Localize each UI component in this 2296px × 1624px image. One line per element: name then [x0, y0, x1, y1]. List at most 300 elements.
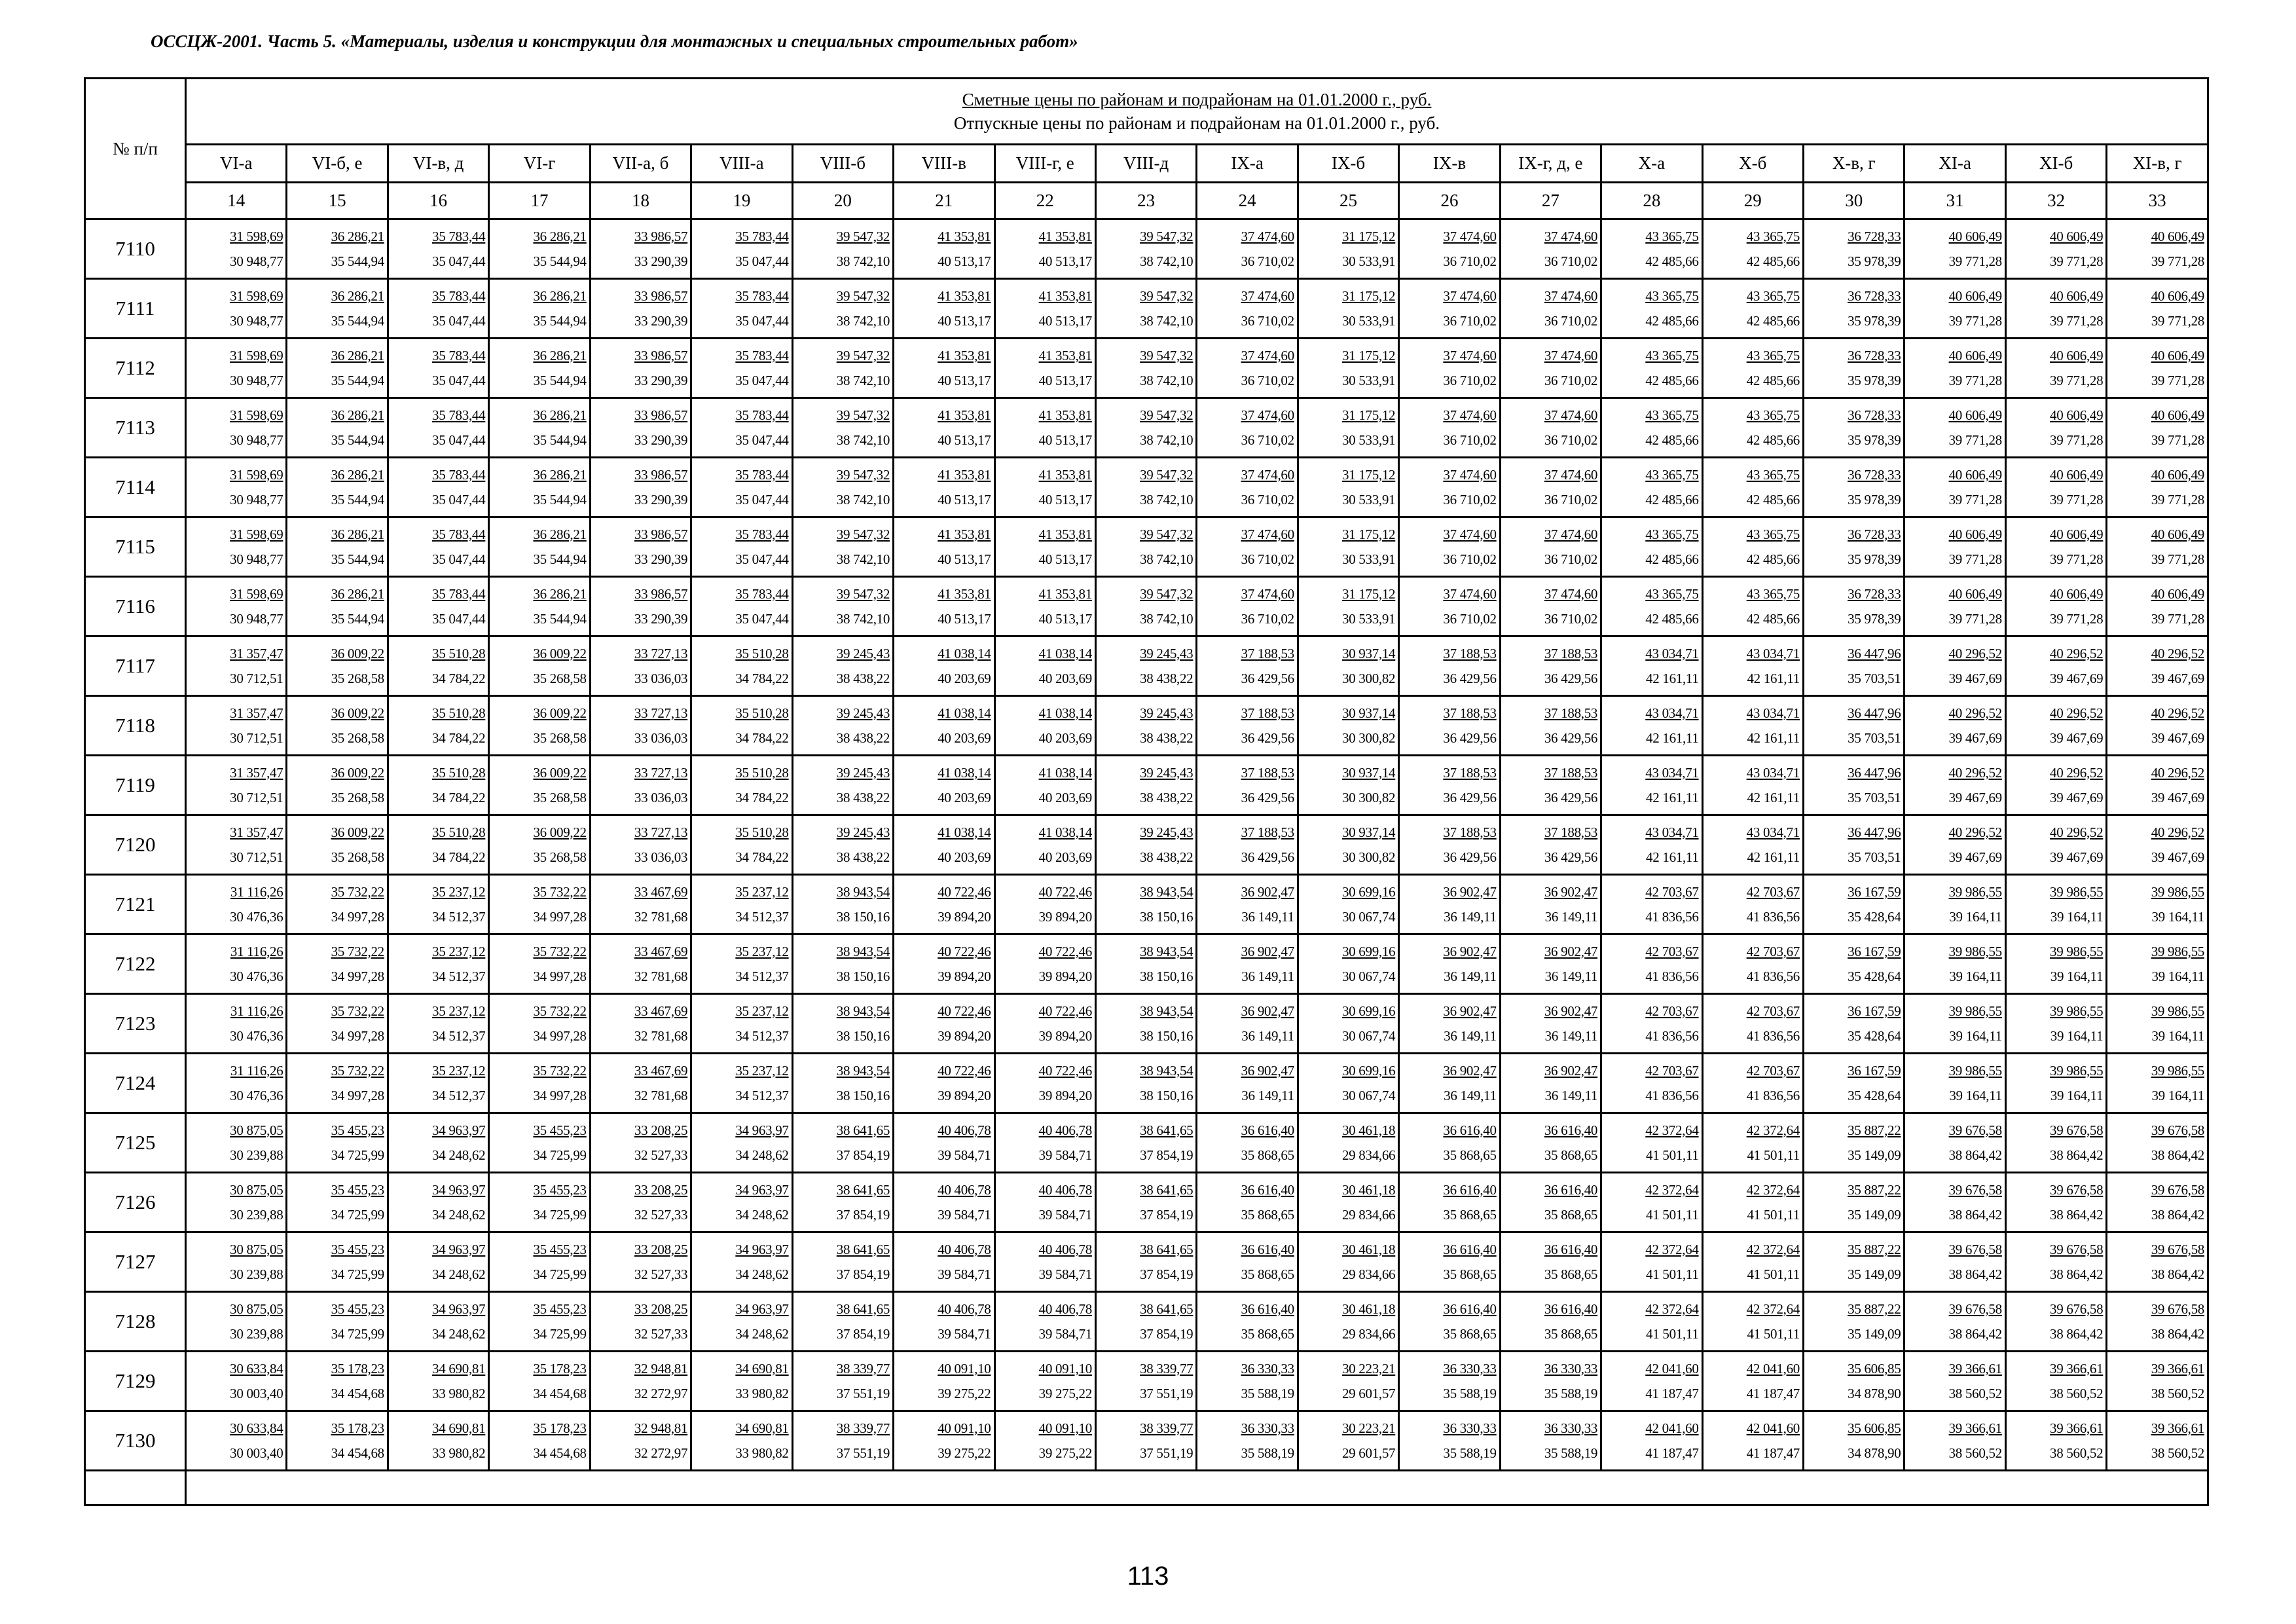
- release-price: 38 150,16: [836, 1087, 890, 1103]
- estimate-price: 41 353,81: [938, 585, 991, 602]
- release-price: 38 864,42: [2151, 1325, 2204, 1342]
- release-price: 38 742,10: [836, 551, 890, 567]
- estimate-price: 36 902,47: [1443, 943, 1497, 959]
- price-cell: [1904, 696, 2005, 756]
- price-cell: [1500, 1411, 1601, 1471]
- estimate-price: 35 455,23: [331, 1301, 384, 1317]
- price-cell: [1298, 756, 1398, 815]
- estimate-price: 40 296,52: [2050, 764, 2104, 781]
- release-price: 35 047,44: [735, 551, 789, 567]
- table-row: [85, 875, 2208, 934]
- release-price: 36 149,11: [1241, 908, 1294, 925]
- estimate-price: 41 353,81: [938, 526, 991, 542]
- price-cell: [792, 994, 893, 1054]
- release-price: 35 047,44: [432, 610, 486, 627]
- release-price: 36 429,56: [1241, 729, 1294, 746]
- estimate-price: 37 474,60: [1241, 526, 1294, 542]
- price-cell: [1298, 1054, 1398, 1113]
- price-cell: [388, 219, 488, 279]
- estimate-price: 35 732,22: [331, 883, 384, 900]
- price-cell: [2005, 696, 2106, 756]
- release-price: 40 203,69: [1038, 849, 1092, 865]
- release-price: 30 476,36: [230, 1027, 283, 1044]
- release-price: 36 710,02: [1443, 610, 1497, 627]
- estimate-price: 39 366,61: [2050, 1420, 2104, 1436]
- price-cell: [2107, 1054, 2208, 1113]
- estimate-price: 33 986,57: [634, 526, 688, 542]
- column-header: X-а: [1601, 145, 1702, 183]
- price-cell: [2005, 219, 2106, 279]
- estimate-price: 37 188,53: [1241, 645, 1294, 661]
- release-price: 35 978,39: [1848, 432, 1901, 448]
- release-price: 34 725,99: [533, 1147, 587, 1163]
- price-cell: [691, 994, 792, 1054]
- release-price: 38 742,10: [1140, 491, 1194, 507]
- estimate-price: 39 986,55: [2050, 1062, 2104, 1079]
- release-price: 30 239,88: [230, 1147, 283, 1163]
- document-header: ОССЦЖ-2001. Часть 5. «Материалы, изделия и конструкции для монтажных и специальных строительных работ»: [151, 31, 1078, 51]
- price-cell: [1904, 219, 2005, 279]
- estimate-price: 39 986,55: [2151, 1062, 2204, 1079]
- release-price: 33 980,82: [432, 1385, 486, 1401]
- release-price: 39 771,28: [2151, 551, 2204, 567]
- estimate-price: 35 732,22: [533, 1062, 587, 1079]
- estimate-price: 40 606,49: [2050, 347, 2104, 363]
- release-price: 41 836,56: [1645, 1027, 1699, 1044]
- release-price: 38 438,22: [836, 849, 890, 865]
- release-price: 33 980,82: [735, 1385, 789, 1401]
- estimate-price: 35 887,22: [1848, 1241, 1901, 1257]
- column-header: IX-б: [1298, 145, 1398, 183]
- release-price: 34 878,90: [1848, 1385, 1901, 1401]
- release-price: 41 501,11: [1747, 1147, 1800, 1163]
- price-cell: [1804, 1232, 1904, 1292]
- price-cell: [1095, 934, 1196, 994]
- price-cell: [1601, 458, 1702, 517]
- release-price: 39 584,71: [938, 1206, 991, 1223]
- release-price: 30 003,40: [230, 1385, 283, 1401]
- estimate-price: 37 188,53: [1241, 824, 1294, 840]
- release-price: 40 513,17: [1038, 372, 1092, 388]
- price-cell: [894, 815, 994, 875]
- estimate-price: 39 366,61: [1948, 1420, 2002, 1436]
- estimate-price: 34 963,97: [735, 1241, 789, 1257]
- estimate-price: 40 606,49: [1948, 466, 2002, 483]
- release-price: 30 712,51: [230, 849, 283, 865]
- release-price: 36 429,56: [1241, 849, 1294, 865]
- release-price: 34 997,28: [331, 1027, 384, 1044]
- estimate-price: 33 727,13: [634, 705, 688, 721]
- table-row: [85, 1411, 2208, 1471]
- estimate-price: 36 902,47: [1241, 1062, 1294, 1079]
- price-cell: [1601, 1232, 1702, 1292]
- price-cell: [1500, 994, 1601, 1054]
- price-cell: [1298, 934, 1398, 994]
- release-price: 39 467,69: [1948, 729, 2002, 746]
- price-cell: [1500, 398, 1601, 458]
- price-cell: [1500, 517, 1601, 577]
- estimate-price: 41 353,81: [1038, 347, 1092, 363]
- release-price: 39 894,20: [938, 1087, 991, 1103]
- row-code: 7118: [85, 696, 186, 756]
- estimate-price: 41 038,14: [1038, 764, 1092, 781]
- release-price: 34 997,28: [331, 968, 384, 984]
- estimate-price: 36 009,22: [533, 705, 587, 721]
- release-price: 37 854,19: [1140, 1325, 1194, 1342]
- estimate-price: 41 038,14: [938, 645, 991, 661]
- estimate-price: 30 937,14: [1341, 705, 1396, 721]
- price-cell: [994, 1113, 1095, 1173]
- price-cell: [792, 1292, 893, 1352]
- table-row: [85, 279, 2208, 339]
- release-price: 39 467,69: [2151, 789, 2204, 805]
- estimate-price: 36 009,22: [331, 705, 384, 721]
- price-cell: [1702, 1232, 1803, 1292]
- release-price: 39 467,69: [2050, 670, 2104, 686]
- price-cell: [388, 875, 488, 934]
- release-price: 41 501,11: [1747, 1325, 1800, 1342]
- release-price: 36 429,56: [1544, 670, 1598, 686]
- estimate-price: 30 699,16: [1341, 883, 1396, 900]
- table-row: [85, 1292, 2208, 1352]
- estimate-price: 36 616,40: [1443, 1122, 1497, 1138]
- release-price: 33 290,39: [634, 610, 688, 627]
- release-price: 38 150,16: [1140, 968, 1194, 984]
- column-number: 21: [894, 183, 994, 219]
- column-header: VIII-а: [691, 145, 792, 183]
- price-cell: [2107, 815, 2208, 875]
- price-cell: [1095, 815, 1196, 875]
- release-price: 36 710,02: [1443, 491, 1497, 507]
- price-cell: [994, 756, 1095, 815]
- column-number: 24: [1197, 183, 1298, 219]
- price-cell: [1601, 398, 1702, 458]
- column-number: 31: [1904, 183, 2005, 219]
- estimate-price: 36 728,33: [1848, 526, 1901, 542]
- price-cell: [792, 339, 893, 398]
- release-price: 35 544,94: [533, 610, 587, 627]
- release-price: 39 275,22: [1038, 1385, 1092, 1401]
- price-cell: [1601, 696, 1702, 756]
- estimate-price: 35 510,28: [735, 705, 789, 721]
- release-price: 35 149,09: [1848, 1206, 1901, 1223]
- release-price: 38 560,52: [2050, 1445, 2104, 1461]
- release-price: 34 725,99: [331, 1147, 384, 1163]
- release-price: 37 551,19: [836, 1445, 890, 1461]
- price-cell: [287, 1411, 388, 1471]
- estimate-price: 36 286,21: [533, 585, 587, 602]
- table-row: [85, 756, 2208, 815]
- release-price: 35 978,39: [1848, 491, 1901, 507]
- price-cell: [186, 577, 287, 637]
- price-cell: [894, 1173, 994, 1232]
- release-price: 39 771,28: [1948, 312, 2002, 329]
- release-price: 34 512,37: [432, 1087, 486, 1103]
- release-price: 35 978,39: [1848, 610, 1901, 627]
- price-cell: [792, 577, 893, 637]
- release-price: 39 584,71: [1038, 1147, 1092, 1163]
- estimate-price: 43 365,75: [1645, 347, 1699, 363]
- price-cell: [1095, 458, 1196, 517]
- estimate-price: 33 467,69: [634, 883, 688, 900]
- release-price: 33 290,39: [634, 372, 688, 388]
- price-cell: [994, 1292, 1095, 1352]
- price-cell: [1702, 1173, 1803, 1232]
- release-price: 42 161,11: [1646, 670, 1699, 686]
- price-cell: [994, 815, 1095, 875]
- release-price: 35 544,94: [533, 551, 587, 567]
- estimate-price: 42 041,60: [1746, 1420, 1800, 1436]
- price-cell: [1399, 1232, 1500, 1292]
- price-cell: [1399, 994, 1500, 1054]
- release-price: 36 710,02: [1443, 432, 1497, 448]
- price-cell: [1197, 696, 1298, 756]
- release-price: 42 485,66: [1645, 312, 1699, 329]
- price-cell: [1702, 696, 1803, 756]
- release-price: 38 438,22: [836, 670, 890, 686]
- release-price: 36 149,11: [1544, 968, 1598, 984]
- release-price: 35 544,94: [331, 551, 384, 567]
- price-cell: [489, 815, 590, 875]
- price-cell: [489, 1352, 590, 1411]
- price-cell: [1702, 1054, 1803, 1113]
- estimate-price: 38 943,54: [836, 1062, 890, 1079]
- price-cell: [2107, 458, 2208, 517]
- release-price: 34 454,68: [533, 1385, 587, 1401]
- release-price: 30 712,51: [230, 670, 283, 686]
- release-price: 33 036,03: [634, 789, 688, 805]
- estimate-price: 40 722,46: [1038, 1062, 1092, 1079]
- release-price: 34 784,22: [432, 789, 486, 805]
- release-price: 38 864,42: [1948, 1325, 2002, 1342]
- release-price: 36 149,11: [1444, 1087, 1497, 1103]
- estimate-price: 41 353,81: [1038, 585, 1092, 602]
- price-cell: [287, 398, 388, 458]
- release-price: 38 560,52: [2050, 1385, 2104, 1401]
- release-price: 30 948,77: [230, 253, 283, 269]
- release-price: 38 438,22: [836, 789, 890, 805]
- release-price: 41 187,47: [1645, 1385, 1699, 1401]
- row-code: 7127: [85, 1232, 186, 1292]
- estimate-price: 36 616,40: [1241, 1301, 1294, 1317]
- release-price: 35 588,19: [1443, 1385, 1497, 1401]
- estimate-price: 40 606,49: [2151, 466, 2204, 483]
- release-price: 35 428,64: [1848, 908, 1901, 925]
- release-price: 35 978,39: [1848, 372, 1901, 388]
- price-cell: [287, 458, 388, 517]
- estimate-price: 42 372,64: [1746, 1122, 1800, 1138]
- estimate-price: 34 963,97: [432, 1181, 486, 1198]
- release-price: 39 771,28: [2151, 432, 2204, 448]
- column-number: 19: [691, 183, 792, 219]
- price-cell: [2107, 339, 2208, 398]
- estimate-price: 39 676,58: [2151, 1122, 2204, 1138]
- price-cell: [388, 1173, 488, 1232]
- estimate-price: 42 703,67: [1645, 883, 1699, 900]
- estimate-price: 36 286,21: [533, 228, 587, 244]
- price-cell: [894, 219, 994, 279]
- estimate-price: 40 091,10: [938, 1420, 991, 1436]
- estimate-price: 42 372,64: [1746, 1241, 1800, 1257]
- price-cell: [590, 517, 691, 577]
- release-price: 35 428,64: [1848, 1027, 1901, 1044]
- price-cell: [1500, 1173, 1601, 1232]
- price-cell: [2005, 339, 2106, 398]
- estimate-price: 35 783,44: [735, 287, 789, 304]
- column-number: 26: [1399, 183, 1500, 219]
- estimate-price: 39 676,58: [1948, 1241, 2002, 1257]
- estimate-price: 40 091,10: [1038, 1420, 1092, 1436]
- price-cell: [186, 279, 287, 339]
- estimate-price: 36 009,22: [331, 645, 384, 661]
- price-cell: [1702, 517, 1803, 577]
- estimate-price: 35 732,22: [331, 1062, 384, 1079]
- release-price: 32 527,33: [634, 1206, 688, 1223]
- estimate-price: 35 606,85: [1848, 1360, 1901, 1376]
- estimate-price: 34 963,97: [735, 1301, 789, 1317]
- estimate-price: 36 616,40: [1241, 1122, 1294, 1138]
- estimate-price: 32 948,81: [634, 1360, 688, 1376]
- price-cell: [894, 1113, 994, 1173]
- price-cell: [1702, 637, 1803, 696]
- price-cell: [792, 637, 893, 696]
- row-code: 7119: [85, 756, 186, 815]
- price-cell: [2107, 756, 2208, 815]
- release-price: 29 834,66: [1341, 1147, 1396, 1163]
- release-price: 42 485,66: [1746, 372, 1800, 388]
- estimate-price: 35 237,12: [735, 1003, 789, 1019]
- release-price: 30 300,82: [1341, 789, 1396, 805]
- price-cell: [1804, 637, 1904, 696]
- release-price: 35 703,51: [1848, 789, 1901, 805]
- estimate-price: 35 455,23: [533, 1181, 587, 1198]
- estimate-price: 30 461,18: [1341, 1301, 1396, 1317]
- release-price: 32 781,68: [634, 1027, 688, 1044]
- price-cell: [287, 339, 388, 398]
- price-cell: [691, 1411, 792, 1471]
- price-cell: [388, 517, 488, 577]
- release-price: 39 771,28: [2151, 491, 2204, 507]
- price-cell: [489, 339, 590, 398]
- estimate-price: 37 474,60: [1443, 228, 1497, 244]
- release-price: 35 047,44: [735, 610, 789, 627]
- release-price: 39 584,71: [938, 1147, 991, 1163]
- estimate-price: 43 034,71: [1645, 645, 1699, 661]
- estimate-price: 39 676,58: [2050, 1241, 2104, 1257]
- release-price: 39 894,20: [1038, 968, 1092, 984]
- column-header: VIII-в: [894, 145, 994, 183]
- release-price: 34 512,37: [432, 908, 486, 925]
- release-price: 32 527,33: [634, 1266, 688, 1282]
- price-cell: [1702, 398, 1803, 458]
- price-cell: [2107, 517, 2208, 577]
- release-price: 30 239,88: [230, 1325, 283, 1342]
- price-cell: [388, 1054, 488, 1113]
- release-price: 35 868,65: [1544, 1147, 1598, 1163]
- price-cell: [1399, 219, 1500, 279]
- release-price: 35 149,09: [1848, 1325, 1901, 1342]
- estimate-price: 34 690,81: [735, 1360, 789, 1376]
- price-cell: [994, 696, 1095, 756]
- price-cell: [1702, 1292, 1803, 1352]
- release-price: 30 239,88: [230, 1266, 283, 1282]
- release-price: 40 513,17: [938, 253, 991, 269]
- estimate-price: 39 676,58: [2050, 1301, 2104, 1317]
- estimate-price: 37 474,60: [1544, 585, 1598, 602]
- price-cell: [489, 398, 590, 458]
- estimate-price: 39 366,61: [2151, 1420, 2204, 1436]
- release-price: 34 454,68: [331, 1385, 384, 1401]
- estimate-price: 39 245,43: [1140, 824, 1194, 840]
- release-price: 40 513,17: [1038, 432, 1092, 448]
- estimate-price: 36 286,21: [533, 526, 587, 542]
- price-cell: [2107, 577, 2208, 637]
- release-price: 38 742,10: [1140, 253, 1194, 269]
- price-cell: [792, 756, 893, 815]
- table-row: [85, 339, 2208, 398]
- release-price: 32 781,68: [634, 908, 688, 925]
- release-price: 39 771,28: [1948, 432, 2002, 448]
- estimate-price: 36 902,47: [1443, 883, 1497, 900]
- release-price: 38 438,22: [1140, 670, 1194, 686]
- release-price: 41 501,11: [1646, 1206, 1699, 1223]
- price-cell: [186, 1173, 287, 1232]
- estimate-price: 36 728,33: [1848, 347, 1901, 363]
- release-price: 39 771,28: [1948, 551, 2002, 567]
- price-cell: [1904, 339, 2005, 398]
- release-price: 39 584,71: [1038, 1266, 1092, 1282]
- column-number: 20: [792, 183, 893, 219]
- price-cell: [894, 398, 994, 458]
- release-price: 39 894,20: [938, 908, 991, 925]
- release-price: 37 854,19: [1140, 1147, 1194, 1163]
- estimate-price: 40 091,10: [1038, 1360, 1092, 1376]
- release-price: 39 467,69: [1948, 789, 2002, 805]
- price-cell: [1500, 1292, 1601, 1352]
- release-price: 39 467,69: [1948, 670, 2002, 686]
- release-price: 32 527,33: [634, 1147, 688, 1163]
- release-price: 34 784,22: [735, 670, 789, 686]
- column-header: VI-а: [186, 145, 287, 183]
- price-cell: [1804, 994, 1904, 1054]
- release-price: 36 429,56: [1443, 849, 1497, 865]
- release-price: 38 864,42: [2050, 1325, 2104, 1342]
- estimate-price: 35 783,44: [432, 526, 486, 542]
- release-price: 36 149,11: [1444, 968, 1497, 984]
- price-cell: [1601, 1411, 1702, 1471]
- estimate-price: 40 606,49: [1948, 526, 2002, 542]
- column-header: XI-в, г: [2107, 145, 2208, 183]
- estimate-price: 39 547,32: [1140, 466, 1194, 483]
- price-cell: [489, 1054, 590, 1113]
- estimate-price: 32 948,81: [634, 1420, 688, 1436]
- estimate-price: 33 727,13: [634, 764, 688, 781]
- release-price: 35 978,39: [1848, 312, 1901, 329]
- price-cell: [1601, 875, 1702, 934]
- release-price: 39 164,11: [2050, 1087, 2104, 1103]
- release-price: 42 485,66: [1746, 610, 1800, 627]
- price-cell: [186, 994, 287, 1054]
- price-cell: [489, 637, 590, 696]
- price-cell: [894, 1232, 994, 1292]
- price-cell: [1399, 1352, 1500, 1411]
- release-price: 38 864,42: [1948, 1147, 2002, 1163]
- price-cell: [1197, 219, 1298, 279]
- estimate-price: 36 009,22: [533, 645, 587, 661]
- release-price: 34 784,22: [735, 729, 789, 746]
- estimate-price: 37 474,60: [1241, 347, 1294, 363]
- column-header: IX-в: [1399, 145, 1500, 183]
